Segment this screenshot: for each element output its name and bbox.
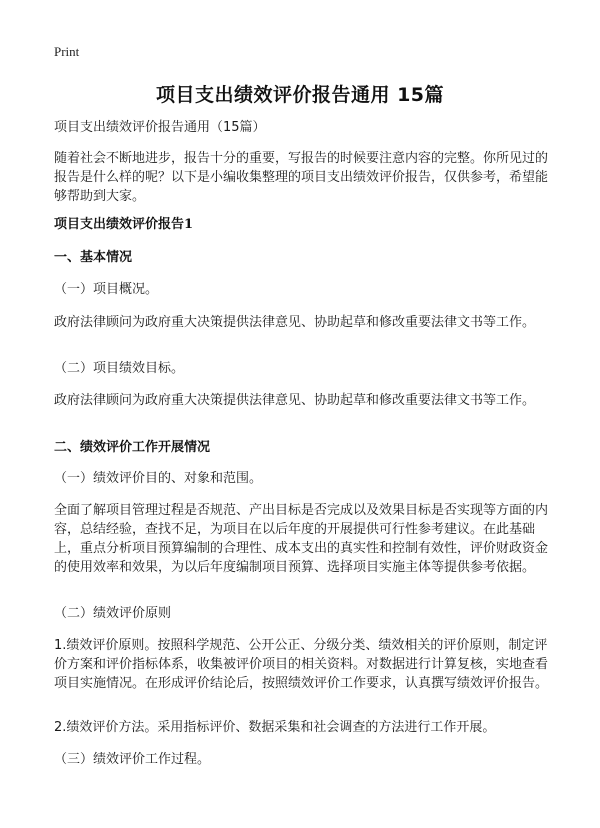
- print-label: Print: [54, 44, 80, 59]
- section-basic-sub2-text: 政府法律顾问为政府重大决策提供法律意见、协助起草和修改重要法律文书等工作。: [54, 393, 536, 408]
- section-basic-heading: 一、基本情况: [54, 250, 133, 265]
- subtitle: 项目支出绩效评价报告通用（15篇）: [54, 120, 266, 135]
- section-evaluation-sub1: （一）绩效评价目的、对象和范围。: [54, 471, 263, 486]
- section-basic-sub1: （一）项目概况。: [54, 282, 159, 297]
- section-evaluation-sub1-text: 全面了解项目管理过程是否规范、产出目标是否完成以及效果目标是否实现等方面的内容，总结经验，查找不足，为项目在以后年度的开展提供可行性参考建议。在此基础上，重点分析项目预算编制的合理性、成本支出的真实性和控制有效性，评价财政资金的使用效率和效果，为以后年度编制项目预算、选择项目实施主体等提供参考依据。: [54, 503, 549, 575]
- evaluation-item-1: 1.绩效评价原则。按照科学规范、公开公正、分级分类、绩效相关的评价原则，制定评价方案和评价指标体系，收集被评价项目的相关资料。对数据进行计算复核，实地查看项目实施情况。在形成评价结论后，按照绩效评价工作要求，认真撰写绩效评价报告。: [54, 638, 549, 691]
- section-evaluation-sub2: （二）绩效评价原则: [54, 606, 172, 621]
- section-basic-sub2: （二）项目绩效目标。: [54, 361, 185, 376]
- section-basic-sub1-text: 政府法律顾问为政府重大决策提供法律意见、协助起草和修改重要法律文书等工作。: [54, 315, 536, 330]
- section-evaluation-sub3: （三）绩效评价工作过程。: [54, 752, 211, 767]
- evaluation-item-2: 2.绩效评价方法。采用指标评价、数据采集和社会调查的方法进行工作开展。: [54, 720, 496, 735]
- page-title: 项目支出绩效评价报告通用 15篇: [155, 84, 445, 106]
- intro-paragraph: 随着社会不断地进步，报告十分的重要，写报告的时候要注意内容的完整。你所见过的报告是什么样的呢？以下是小编收集整理的项目支出绩效评价报告，仅供参考，希望能够帮助到大家。: [54, 151, 549, 204]
- report1-heading: 项目支出绩效评价报告1: [54, 217, 194, 232]
- section-evaluation-heading: 二、绩效评价工作开展情况: [54, 440, 211, 455]
